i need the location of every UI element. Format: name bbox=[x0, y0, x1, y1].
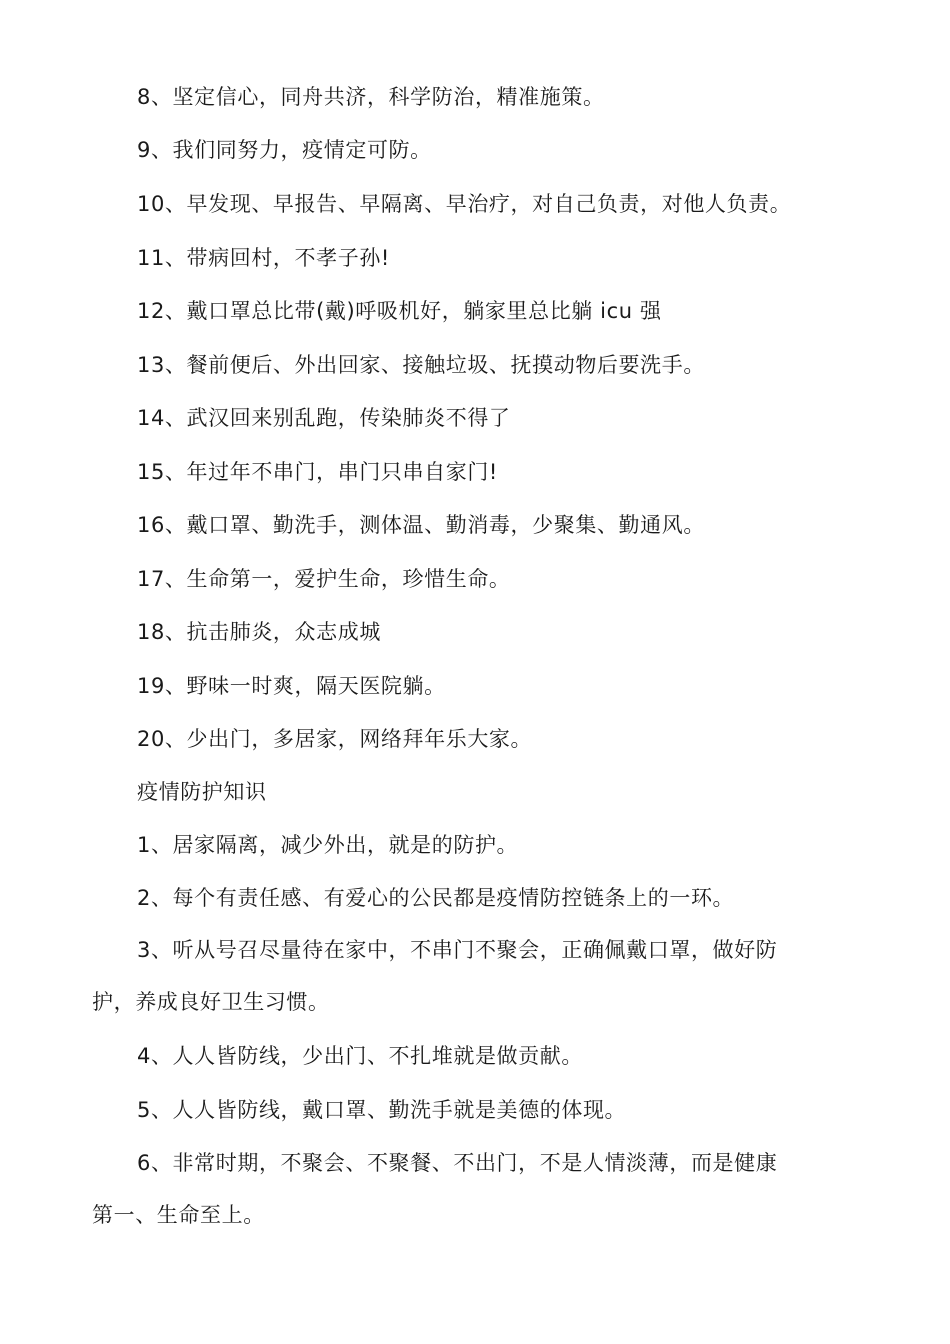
slogan-8: 8、坚定信心，同舟共济，科学防治，精准施策。 bbox=[137, 85, 605, 109]
knowledge-6: 6、非常时期，不聚会、不聚餐、不出门，不是人情淡薄，而是健康 bbox=[137, 1151, 778, 1175]
slogan-11: 11、带病回村，不孝子孙! bbox=[137, 246, 390, 270]
slogan-15: 15、年过年不串门，串门只串自家门! bbox=[137, 460, 498, 484]
slogan-9: 9、我们同努力，疫情定可防。 bbox=[137, 138, 432, 162]
knowledge-3-continued: 护，养成良好卫生习惯。 bbox=[92, 990, 330, 1014]
slogan-18: 18、抗击肺炎，众志成城 bbox=[137, 620, 381, 644]
slogan-12: 12、戴口罩总比带(戴)呼吸机好，躺家里总比躺 icu 强 bbox=[137, 299, 662, 323]
slogan-10: 10、早发现、早报告、早隔离、早治疗，对自己负责，对他人负责。 bbox=[137, 192, 792, 216]
knowledge-6-continued: 第一、生命至上。 bbox=[92, 1203, 265, 1227]
slogan-14: 14、武汉回来别乱跑，传染肺炎不得了 bbox=[137, 406, 511, 430]
slogan-16: 16、戴口罩、勤洗手，测体温、勤消毒，少聚集、勤通风。 bbox=[137, 513, 705, 537]
slogan-17: 17、生命第一，爱护生命，珍惜生命。 bbox=[137, 567, 511, 591]
slogan-13: 13、餐前便后、外出回家、接触垃圾、抚摸动物后要洗手。 bbox=[137, 353, 705, 377]
knowledge-1: 1、居家隔离，减少外出，就是的防护。 bbox=[137, 833, 519, 857]
slogan-20: 20、少出门，多居家，网络拜年乐大家。 bbox=[137, 727, 533, 751]
knowledge-5: 5、人人皆防线，戴口罩、勤洗手就是美德的体现。 bbox=[137, 1098, 627, 1122]
section-heading: 疫情防护知识 bbox=[137, 780, 267, 804]
knowledge-2: 2、每个有责任感、有爱心的公民都是疫情防控链条上的一环。 bbox=[137, 886, 735, 910]
knowledge-3: 3、听从号召尽量待在家中，不串门不聚会，正确佩戴口罩，做好防 bbox=[137, 938, 778, 962]
slogan-19: 19、野味一时爽，隔天医院躺。 bbox=[137, 674, 446, 698]
knowledge-4: 4、人人皆防线，少出门、不扎堆就是做贡献。 bbox=[137, 1044, 583, 1068]
